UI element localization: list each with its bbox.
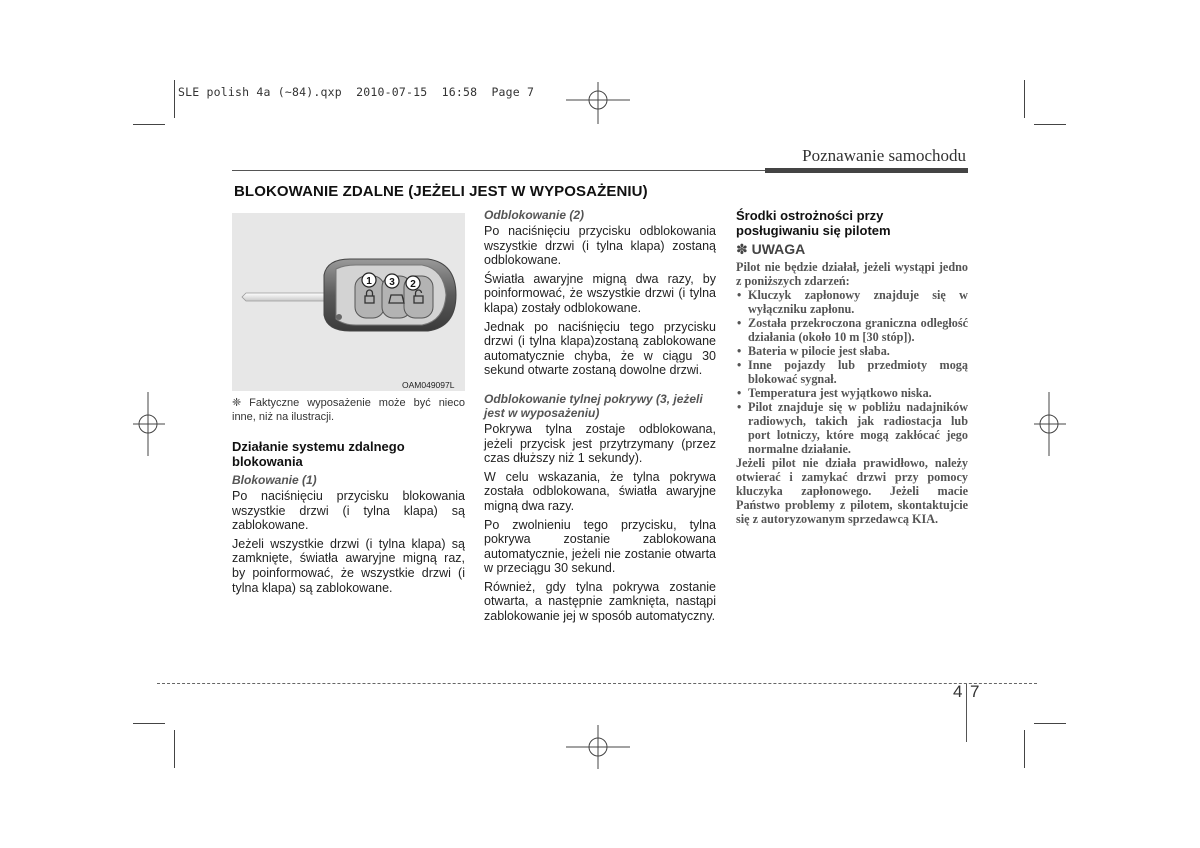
registration-mark-right bbox=[1034, 392, 1066, 456]
figure-code: OAM049097L bbox=[402, 380, 455, 390]
column-3 bbox=[736, 208, 968, 526]
column-1 bbox=[232, 439, 465, 599]
paragraph: W celu wskazania, że tylna pokrywa została odblokowana, światła awaryjne migną dwa razy. bbox=[484, 469, 716, 513]
paragraph: Jeżeli wszystkie drzwi (i tylna klapa) są zamknięte, światła awaryjne migną raz, by poinformować, że wszystkie drzwi (i tylna klapa) są zablokowane. bbox=[232, 536, 465, 595]
page-title: BLOKOWANIE ZDALNE (JEŻELI JEST W WYPOSAŻENIU) bbox=[234, 183, 648, 200]
paragraph: Światła awaryjne migną dwa razy, by poinformować, że wszystkie drzwi (i tylna klapa) zostały odblokowane. bbox=[484, 271, 716, 315]
registration-mark-top bbox=[566, 82, 630, 124]
paragraph: Po zwolnieniu tego przycisku, tylna pokrywa zostanie zablokowana automatycznie, jeżeli nie zostanie otwarta w przeciągu 30 sekund. bbox=[484, 517, 716, 576]
warning-item: • Pilot znajduje się w pobliżu nadajników radiowych, takich jak radiostacja lub port lotniczy, które mogą zakłócać jego normalne działanie. bbox=[736, 400, 968, 456]
print-slug: SLE polish 4a (~84).qxp 2010-07-15 16:58 Page 7 bbox=[178, 85, 535, 99]
warning-list bbox=[736, 288, 968, 456]
paragraph: Jednak po naciśnięciu tego przycisku drzwi (i tylna klapa)zostaną zablokowane automatycznie chyba, że w ciągu 30 sekund otwarte zostaną dowolne drzwi. bbox=[484, 319, 716, 378]
section-heading: Działanie systemu zdalnego blokowania bbox=[232, 439, 405, 469]
figure-note: ❈ Faktyczne wyposażenie może być nieco inne, niż na ilustracji. bbox=[232, 397, 465, 423]
callout-1-label: 1 bbox=[366, 276, 372, 287]
warning-item: • Bateria w pilocie jest słaba. bbox=[736, 344, 968, 358]
warning-box bbox=[736, 260, 968, 526]
warning-item: • Kluczyk zapłonowy znajduje się w wyłączniku zapłonu. bbox=[736, 288, 968, 316]
subheading-trunk: Odblokowanie tylnej pokrywy (3, jeżeli jest w wyposażeniu) bbox=[484, 391, 703, 420]
page-section: 4 bbox=[953, 682, 963, 701]
warning-item: • Temperatura jest wyjątkowo niska. bbox=[736, 386, 968, 400]
warning-item: • Inne pojazdy lub przedmioty mogą blokować sygnał. bbox=[736, 358, 968, 386]
paragraph: Po naciśnięciu przycisku blokowania wszystkie drzwi (i tylna klapa) są zablokowane. bbox=[232, 489, 465, 533]
key-fob-figure bbox=[232, 213, 465, 391]
header-rule bbox=[765, 168, 968, 173]
column-2 bbox=[484, 208, 716, 628]
registration-mark-bottom bbox=[566, 725, 630, 769]
precautions-heading: Środki ostrożności przy posługiwaniu się pilotem bbox=[736, 208, 891, 238]
page-number: 7 bbox=[970, 682, 980, 701]
callout-3-label: 3 bbox=[389, 277, 395, 288]
key-blade bbox=[242, 293, 330, 301]
subheading-lock: Blokowanie (1) bbox=[232, 473, 317, 487]
warning-item: • Została przekroczona graniczna odległość działania (około 10 m [30 stóp]). bbox=[736, 316, 968, 344]
warning-outro: Jeżeli pilot nie działa prawidłowo, należy otwierać i zamykać drzwi przy pomocy kluczyka zapłonowego. Jeżeli macie Państwo problemy z pilotem, skontaktujcie się z autoryzowanym sprzedawcą KIA. bbox=[736, 455, 968, 526]
paragraph: Również, gdy tylna pokrywa zostanie otwarta, a następnie zamknięta, nastąpi zablokowanie jej w sposób automatyczny. bbox=[484, 579, 716, 624]
warning-intro: Pilot nie będzie działał, jeżeli wystąpi jedno z poniższych zdarzeń: bbox=[736, 259, 968, 288]
footer-rule bbox=[157, 683, 1037, 684]
paragraph: Pokrywa tylna zostaje odblokowana, jeżeli przycisk jest przytrzymany (przez czas dłuższy niż 1 sekundy). bbox=[484, 421, 716, 466]
subheading-unlock: Odblokowanie (2) bbox=[484, 208, 585, 222]
warning-title: ✽ UWAGA bbox=[736, 241, 806, 257]
paragraph: Po naciśnięciu przycisku odblokowania wszystkie drzwi (i tylna klapa) zostaną odblokowane. bbox=[484, 224, 716, 268]
key-fob-illustration bbox=[232, 213, 465, 391]
page-number-separator bbox=[966, 684, 967, 742]
chapter-title: Poznawanie samochodu bbox=[802, 146, 966, 165]
registration-mark-left bbox=[133, 392, 165, 456]
callout-2-label: 2 bbox=[410, 279, 416, 290]
top-rule bbox=[232, 170, 765, 171]
